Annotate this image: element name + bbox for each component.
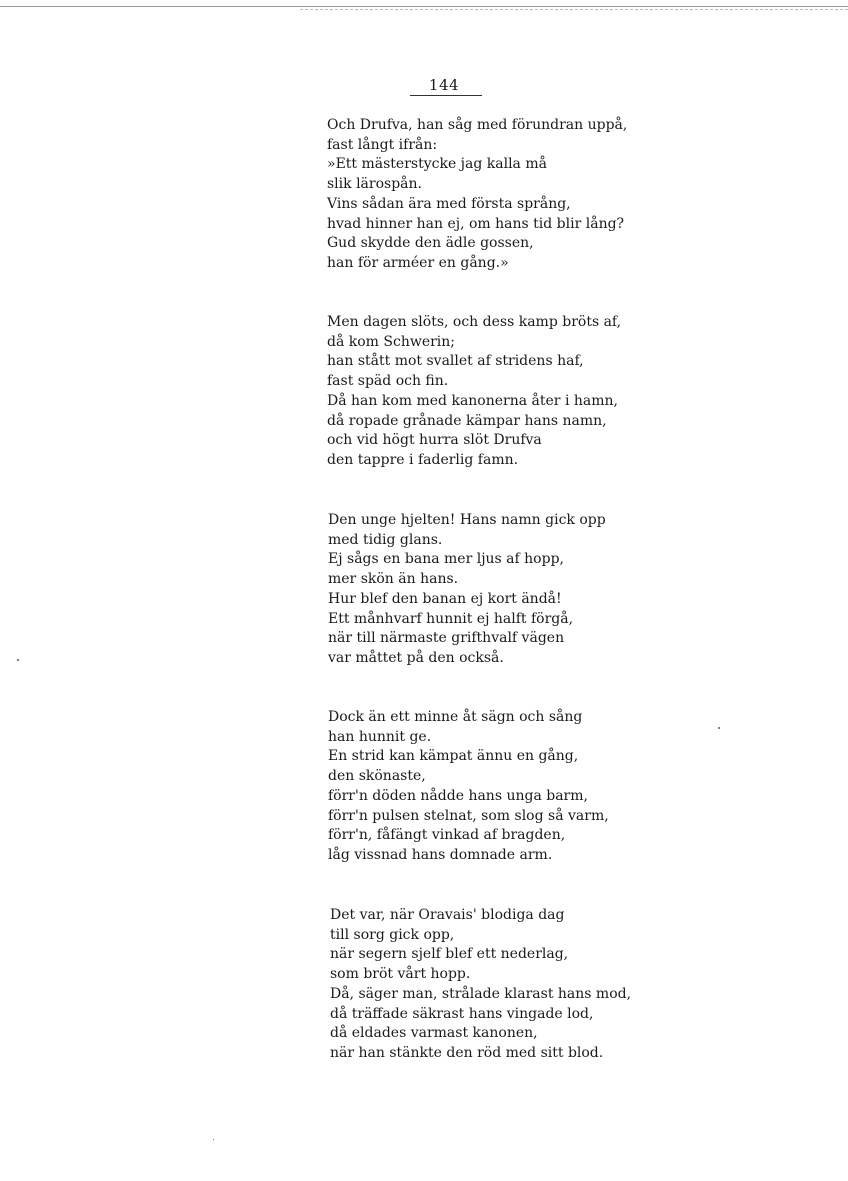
verse-line: Ej sågs en bana mer ljus af hopp,	[328, 551, 564, 568]
scan-top-edge	[0, 6, 848, 7]
verse-line: Då, säger man, strålade klarast hans mod,	[330, 985, 632, 1002]
verse-line: Men dagen slöts, och dess kamp bröts af,	[327, 314, 622, 330]
verse-line: hvad hinner han ej, om hans tid blir lång?	[327, 215, 625, 232]
scan-speck	[718, 727, 720, 729]
verse-line: han för arméer en gång.»	[327, 254, 509, 271]
page-number: 144	[428, 76, 460, 94]
verse-line: han hunnit ge.	[328, 728, 432, 745]
verse-line: Dock än ett minne åt sägn och sång	[328, 709, 583, 725]
verse-line: och vid högt hurra slöt Drufva	[327, 432, 542, 449]
verse-line: Gud skydde den ädle gossen,	[327, 235, 534, 252]
verse-line: då träffade säkrast hans vingade lod,	[330, 1005, 594, 1022]
scan-top-edge-faint	[300, 9, 848, 10]
scan-speck	[213, 1139, 214, 1140]
verse-line: »Ett mästerstycke jag kalla må	[327, 156, 547, 173]
verse-line: när till närmaste grifthvalf vägen	[328, 630, 565, 647]
verse-line: när segern sjelf blef ett nederlag,	[330, 946, 569, 963]
verse-line: när han stänkte den röd med sitt blod.	[330, 1044, 604, 1061]
verse-line: med tidig glans.	[328, 531, 443, 548]
verse-line: slik lärospån.	[327, 176, 422, 193]
verse-line: En strid kan kämpat ännu en gång,	[328, 748, 579, 765]
verse-line: mer skön än hans.	[328, 571, 459, 588]
verse-line: den skönaste,	[328, 768, 426, 785]
verse-line: Då han kom med kanonerna åter i hamn,	[327, 392, 618, 409]
verse-line: han stått mot svallet af stridens haf,	[327, 353, 584, 370]
verse-line: förr'n, fåfängt vinkad af bragden,	[328, 827, 566, 844]
page-number-rule	[410, 95, 482, 96]
verse-line: Det var, när Oravais' blodiga dag	[330, 907, 565, 923]
verse-line: Den unge hjelten! Hans namn gick opp	[328, 512, 606, 528]
verse-line: förr'n pulsen stelnat, som slog så varm,	[328, 807, 609, 824]
verse-line: då ropade grånade kämpar hans namn,	[327, 412, 607, 429]
verse-line: Vins sådan ära med första språng,	[327, 195, 571, 212]
scan-speck	[17, 659, 19, 661]
verse-line: fast långt ifrån:	[327, 136, 438, 153]
verse-line: till sorg gick opp,	[330, 926, 455, 943]
verse-line: då kom Schwerin;	[327, 333, 456, 350]
verse-line: låg vissnad hans domnade arm.	[328, 846, 553, 863]
verse-line: förr'n döden nådde hans unga barm,	[328, 787, 588, 804]
verse-line: då eldades varmast kanonen,	[330, 1025, 538, 1042]
verse-line: fast späd och fin.	[327, 373, 449, 390]
verse-line: Ett månhvarf hunnit ej halft förgå,	[328, 610, 574, 627]
verse-line: som bröt vårt hopp.	[330, 966, 471, 983]
verse-line: Hur blef den banan ej kort ändå!	[328, 590, 562, 607]
verse-line: Och Drufva, han såg med förundran uppå,	[327, 117, 628, 133]
verse-line: den tappre i faderlig famn.	[327, 451, 519, 468]
verse-line: var måttet på den också.	[328, 649, 504, 666]
